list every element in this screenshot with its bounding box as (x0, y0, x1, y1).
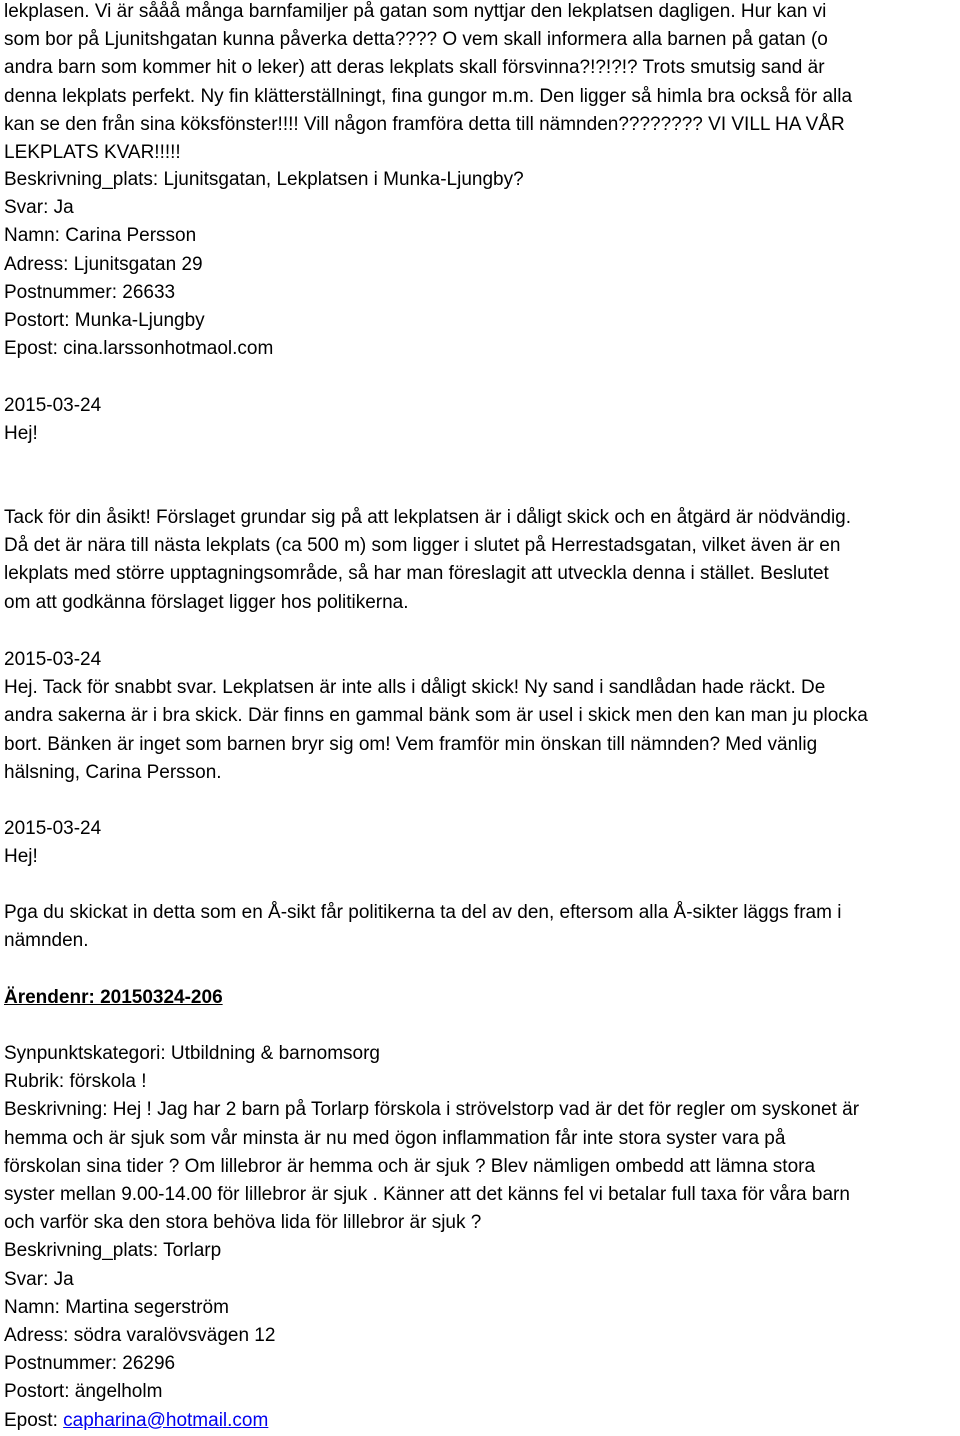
postort: Postort: Munka-Ljungby (4, 310, 205, 332)
reply-greeting: Hej! (4, 423, 38, 445)
reply-date: 2015-03-24 (4, 649, 102, 670)
case2-details (4, 1040, 956, 1435)
svar: Svar: Ja (4, 1268, 74, 1290)
reply-line: Då det är nära till nästa lekplats (ca 500 m) som ligger i slutet på Herrestadsgatan, vilket även är en (4, 535, 841, 557)
beskrivning-line: förskolan sina tider ? Om lillebror är hemma och är sjuk ? Blev nämligen ombedd att lämna stora (4, 1155, 816, 1177)
intro-line: denna lekplats perfekt. Ny fin klätterställningt, fina gungor m.m. Den ligger så himla bra också för alla (4, 85, 853, 107)
reply-line: bort. Bänken är inget som barnen bryr sig om! Vem framför min önskan till nämnden? Med vänlig (4, 733, 818, 755)
reply3-header (4, 815, 956, 871)
reply-line: andra sakerna är i bra skick. Där finns en gammal bänk som är usel i skick men den kan man ju plocka (4, 705, 868, 727)
beskrivning-plats: Beskrivning_plats: Ljunitsgatan, Lekplatsen i Munka-Ljungby? (4, 169, 524, 190)
intro-line: lekplasen. Vi är sååå många barnfamiljer på gatan som nyttjar den lekplatsen dagligen. Hur kan vi (4, 1, 827, 22)
postort: Postort: ängelholm (4, 1381, 163, 1403)
reply2 (4, 646, 956, 787)
reply3-body (4, 899, 956, 955)
reply-line: nämnden. (4, 930, 89, 952)
beskrivning-line: Beskrivning: Hej ! Jag har 2 barn på Torlarp förskola i strövelstorp vad är det för regler om syskonet är (4, 1099, 860, 1121)
reply-line: Hej. Tack för snabbt svar. Lekplatsen är inte alls i dåligt skick! Ny sand i sandlådan hade räckt. De (4, 677, 826, 699)
svar: Svar: Ja (4, 197, 74, 219)
reply-date: 2015-03-24 (4, 395, 102, 416)
reply-line: Tack för din åsikt! Förslaget grundar sig på att lekplatsen är i dåligt skick och en åtgärd är nödvändig. (4, 507, 852, 528)
adress: Adress: Ljunitsgatan 29 (4, 253, 203, 275)
email-link[interactable]: capharina@hotmail.com (63, 1409, 269, 1431)
beskrivning-plats: Beskrivning_plats: Torlarp (4, 1240, 222, 1262)
intro-line: kan se den från sina köksfönster!!!! Vill någon framföra detta till nämnden???????? VI VILL HA VÅR (4, 113, 845, 135)
reply-date: 2015-03-24 (4, 818, 102, 839)
intro-line: andra barn som kommer hit o leker) att deras lekplats skall försvinna?!?!?!? Trots smutsig sand är (4, 57, 825, 79)
reply-line: Pga du skickat in detta som en Å-sikt får politikerna ta del av den, eftersom alla Å-sikter läggs fram i (4, 902, 842, 923)
reply1-header (4, 392, 956, 448)
reply-line: lekplats med större upptagningsområde, så har man föreslagit att utveckla denna i stället. Beslutet (4, 563, 829, 585)
postnummer: Postnummer: 26296 (4, 1353, 176, 1375)
adress: Adress: södra varalövsvägen 12 (4, 1325, 276, 1347)
intro-paragraph (4, 0, 956, 167)
postnummer: Postnummer: 26633 (4, 281, 176, 303)
case1-details (4, 166, 956, 363)
beskrivning-line: och varför ska den stora behöva lida för lillebror är sjuk ? (4, 1212, 482, 1234)
intro-line: LEKPLATS KVAR!!!!! (4, 142, 181, 164)
namn: Namn: Martina segerström (4, 1296, 229, 1318)
reply-greeting: Hej! (4, 846, 38, 868)
case2-heading (4, 984, 956, 1012)
arendenr: Ärendenr: 20150324-206 (4, 987, 223, 1008)
reply1-body (4, 504, 956, 617)
epost (4, 1407, 956, 1435)
rubrik: Rubrik: förskola ! (4, 1071, 147, 1093)
beskrivning-line: syster mellan 9.00-14.00 för lillebror är sjuk . Känner att det känns fel vi betalar full taxa för våra barn (4, 1184, 850, 1206)
reply-line: om att godkänna förslaget ligger hos politikerna. (4, 591, 409, 613)
synpunktskategori: Synpunktskategori: Utbildning & barnomsorg (4, 1043, 380, 1064)
namn: Namn: Carina Persson (4, 225, 197, 247)
epost-label: Epost: (4, 1409, 64, 1431)
reply-line: hälsning, Carina Persson. (4, 761, 222, 783)
epost: Epost: cina.larssonhotmaol.com (4, 338, 274, 360)
intro-line: som bor på Ljunitshgatan kunna påverka detta???? O vem skall informera alla barnen på gatan (o (4, 29, 828, 51)
beskrivning-line: hemma och är sjuk som vår minsta är nu med ögon inflammation får inte stora syster vara på (4, 1127, 786, 1149)
